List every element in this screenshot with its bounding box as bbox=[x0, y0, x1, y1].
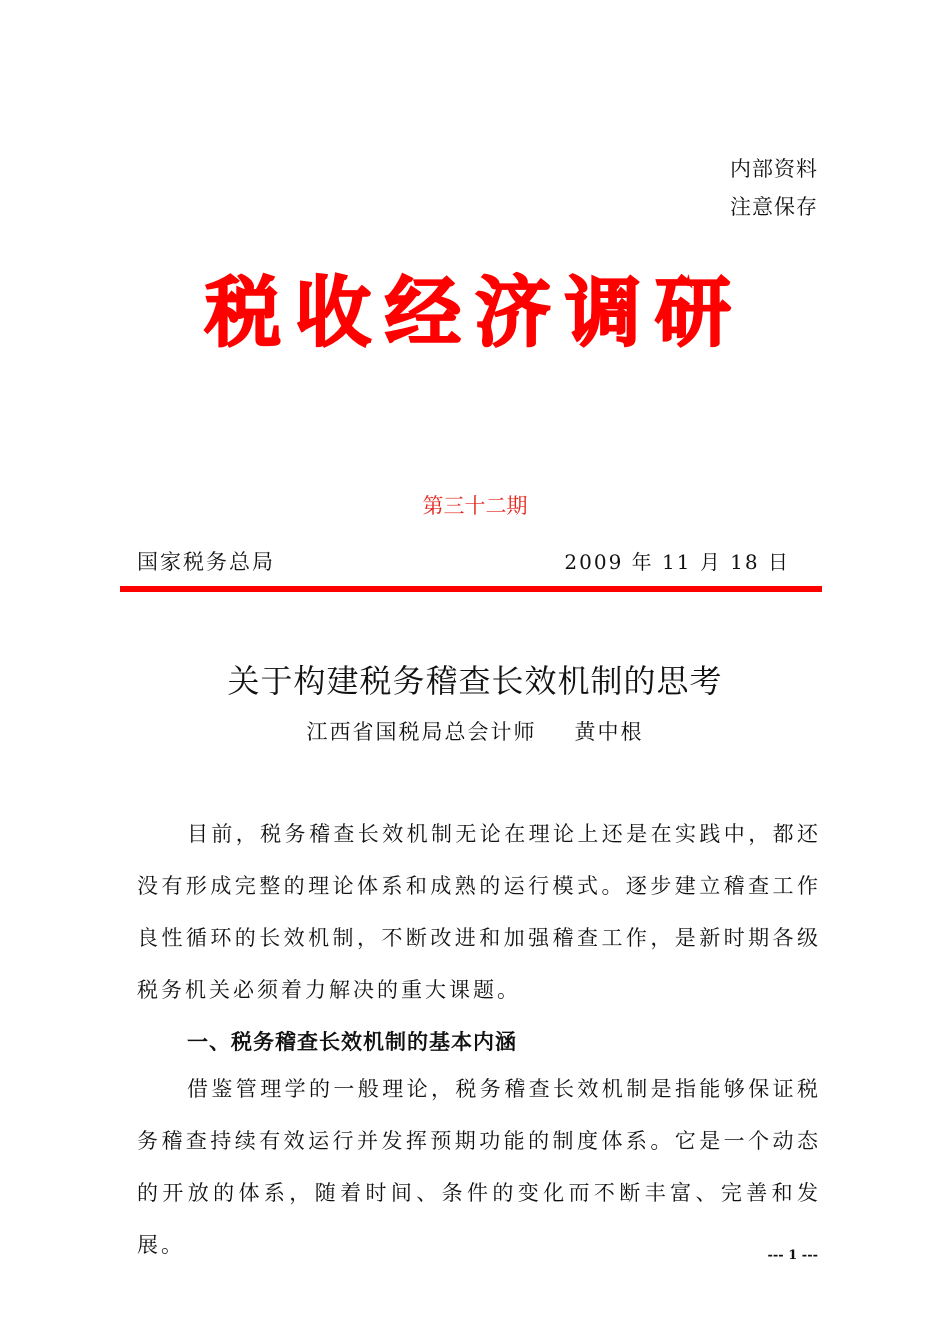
section-heading: 一、税务稽查长效机制的基本内涵 bbox=[187, 1030, 517, 1054]
issue-number: 第三十二期 bbox=[422, 494, 528, 518]
notice-keep-safe: 注意保存 bbox=[730, 195, 818, 219]
notice-internal-material: 内部资料 bbox=[730, 157, 818, 181]
page-number: --- 1 --- bbox=[767, 1248, 818, 1263]
masthead-title: 税收经济调研 bbox=[205, 268, 745, 357]
issue-date: 2009 年 11 月 18 日 bbox=[564, 550, 790, 574]
author-affiliation: 江西省国税局总会计师 bbox=[306, 720, 537, 744]
header-divider bbox=[120, 586, 822, 592]
author-name: 黄中根 bbox=[574, 720, 644, 744]
issuer-name: 国家税务总局 bbox=[137, 550, 275, 574]
section-paragraph: 借鉴管理学的一般理论，税务稽查长效机制是指能够保证税务稽查持续有效运行并发挥预期功能的制度体系。它是一个动态的开放的体系，随着时间、条件的变化而不断丰富、完善和发展。 bbox=[137, 1077, 821, 1257]
article-title: 关于构建税务稽查长效机制的思考 bbox=[227, 662, 723, 700]
intro-paragraph: 目前，税务稽查长效机制无论在理论上还是在实践中，都还没有形成完整的理论体系和成熟的运行模式。逐步建立稽查工作良性循环的长效机制，不断改进和加强稽查工作，是新时期各级税务机关必须着力解决的重大课题。 bbox=[137, 822, 821, 1002]
article-byline bbox=[0, 716, 950, 748]
